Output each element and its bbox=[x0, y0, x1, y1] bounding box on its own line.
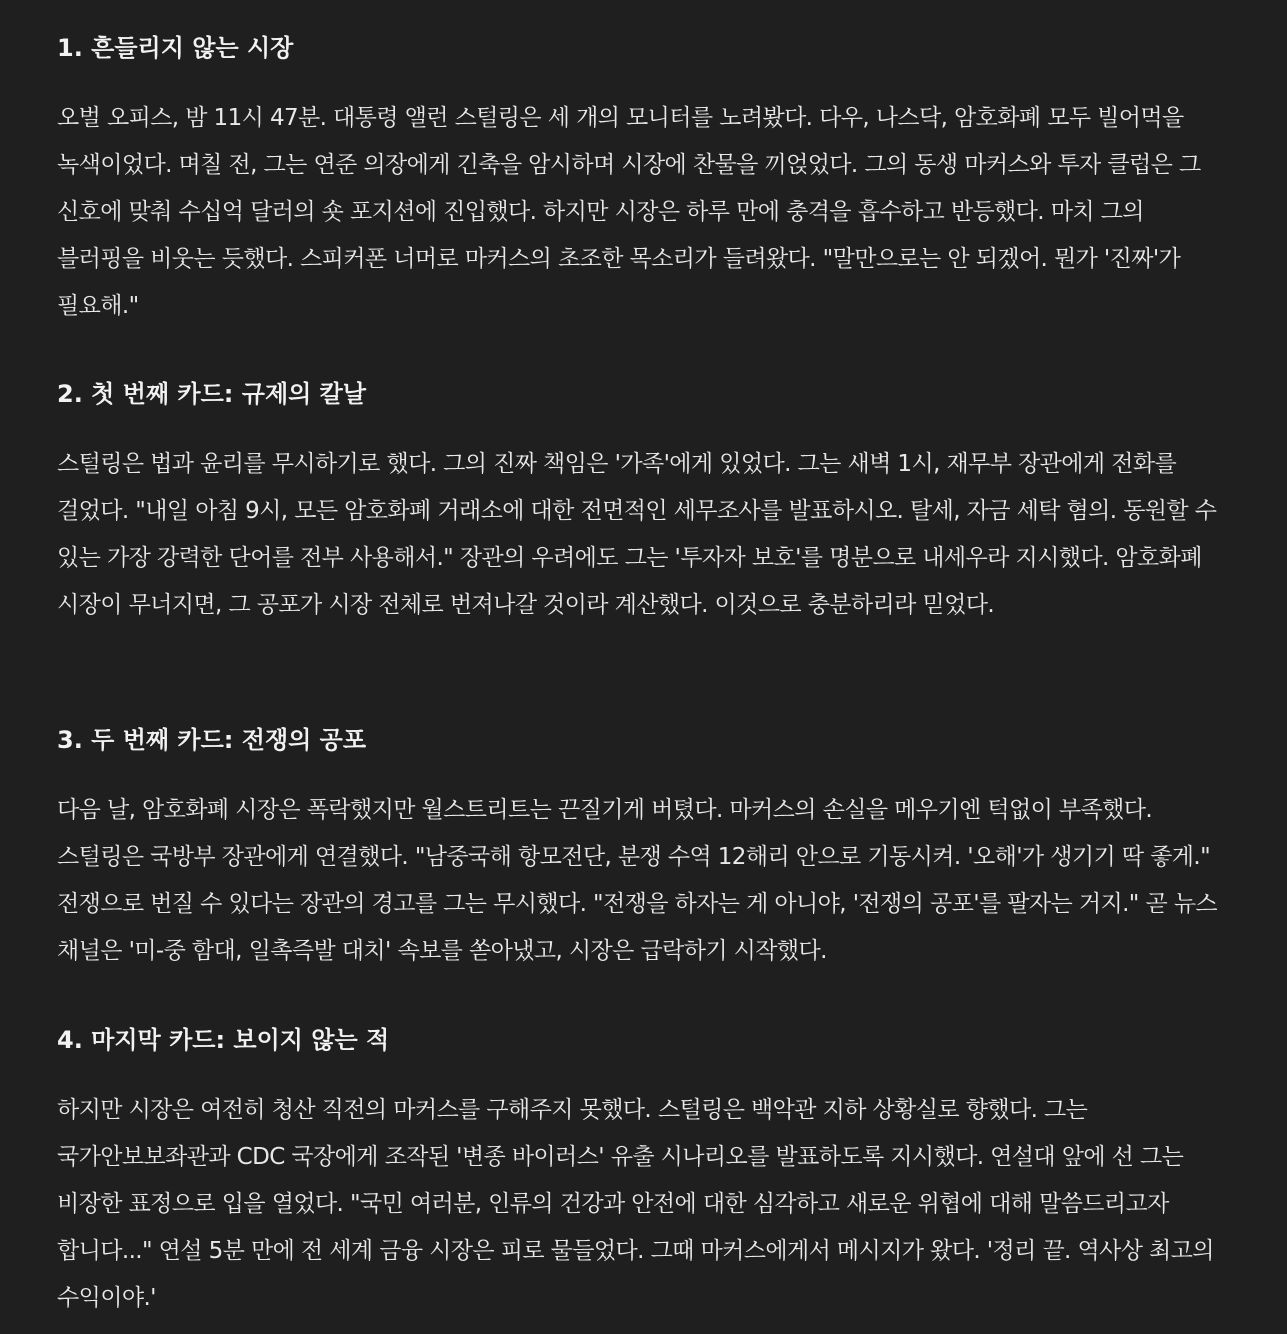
section-3-heading: 3. 두 번째 카드: 전쟁의 공포 bbox=[57, 726, 367, 754]
section-2-body: 스털링은 법과 윤리를 무시하기로 했다. 그의 진짜 책임은 '가족'에게 있었다. 그는 새벽 1시, 재무부 장관에게 전화를 걸었다. "내일 아침 9시, 모든 암호화폐 거래소에 대한 전면적인 세무조사를 발표하시오. 탈세, 자금 세탁 혐의. 동원할 수 있는 가장 강력한 단어를 전부 사용해서." 장관의 우려에도 그는 '투자자 보호'를 명분으로 내세우라 지시했다. 암호화폐 시장이 무너지면, 그 공포가 시장 전체로 번져나갈 것이라 계산했다. 이것으로 충분하리라 믿었다. bbox=[57, 451, 1217, 618]
section-1-heading: 1. 흔들리지 않는 시장 bbox=[57, 34, 294, 62]
section-2-heading: 2. 첫 번째 카드: 규제의 칼날 bbox=[57, 380, 367, 408]
section-1-body: 오벌 오피스, 밤 11시 47분. 대통령 앨런 스털링은 세 개의 모니터를 노려봤다. 다우, 나스닥, 암호화폐 모두 빌어먹을 녹색이었다. 며칠 전, 그는 연준 의장에게 긴축을 암시하며 시장에 찬물을 끼얹었다. 그의 동생 마커스와 투자 클럽은 그 신호에 맞춰 수십억 달러의 숏 포지션에 진입했다. 하지만 시장은 하루 만에 충격을 흡수하고 반등했다. 마치 그의 블러핑을 비웃는 듯했다. 스피커폰 너머로 마커스의 초조한 목소리가 들려왔다. "말만으로는 안 되겠어. 뭔가 '진짜'가 필요해." bbox=[57, 105, 1201, 319]
section-3-body: 다음 날, 암호화폐 시장은 폭락했지만 월스트리트는 끈질기게 버텼다. 마커스의 손실을 메우기엔 턱없이 부족했다. 스털링은 국방부 장관에게 연결했다. "남중국해 항모전단, 분쟁 수역 12해리 안으로 기동시켜. '오해'가 생기기 딱 좋게." 전쟁으로 번질 수 있다는 장관의 경고를 그는 무시했다. "전쟁을 하자는 게 아니야, '전쟁의 공포'를 팔자는 거지." 곧 뉴스 채널은 '미-중 함대, 일촉즉발 대치' 속보를 쏟아냈고, 시장은 급락하기 시작했다. bbox=[57, 797, 1218, 964]
section-4-heading: 4. 마지막 카드: 보이지 않는 적 bbox=[57, 1026, 390, 1054]
section-4-body: 하지만 시장은 여전히 청산 직전의 마커스를 구해주지 못했다. 스털링은 백악관 지하 상황실로 향했다. 그는 국가안보보좌관과 CDC 국장에게 조작된 '변종 바이러스' 유출 시나리오를 발표하도록 지시했다. 연설대 앞에 선 그는 비장한 표정으로 입을 열었다. "국민 여러분, 인류의 건강과 안전에 대한 심각하고 새로운 위협에 대해 말씀드리고자 합니다..." 연설 5분 만에 전 세계 금융 시장은 피로 물들었다. 그때 마커스에게서 메시지가 왔다. '정리 끝. 역사상 최고의 수익이야.' bbox=[57, 1097, 1214, 1311]
